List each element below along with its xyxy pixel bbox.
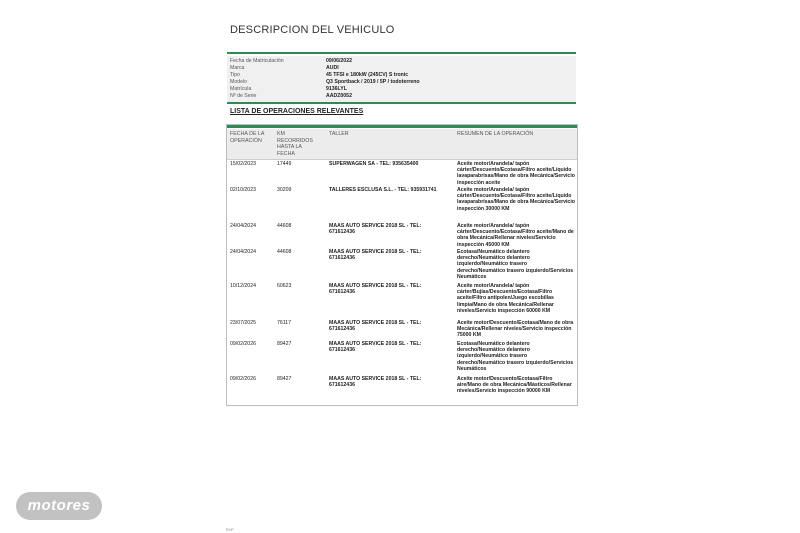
cell-fecha: 15/02/2023 [230, 161, 256, 167]
cell-fecha: 24/04/2024 [230, 223, 256, 229]
cell-km: 44608 [277, 223, 292, 229]
cell-taller: MAAS AUTO SERVICE 2018 SL - TEL: 671612436 [329, 249, 422, 262]
vehicle-label: Matrícula [230, 86, 252, 92]
header-km: KM RECORRIDOS HASTA LA FECHA [277, 131, 313, 157]
cell-km: 76117 [277, 320, 292, 326]
vehicle-row-model [230, 79, 420, 85]
vehicle-row-registration-date [230, 58, 352, 64]
cell-resumen: Aceite motor/Descuento/Ecotasa/Filtro aire/Mano de obra Mecánica/Másticos/Rellenar niveles/Servicio inspección 90000 KM [457, 376, 572, 395]
vehicle-label: Marca [230, 65, 245, 71]
header-fecha: FECHA DE LA OPERACIÓN [230, 131, 265, 144]
cell-taller: TALLERES ESCLUSA S.L. - TEL: 935931741 [329, 187, 437, 193]
vehicle-row-serial [230, 93, 352, 99]
header-resumen: RESUMEN DE LA OPERACIÓN [457, 131, 534, 137]
cell-resumen: Aceite motor/Arandela/ tapón cárter/Bujías/Descuento/Ecotasa/Filtro aceite/Filtro antipolen/Juego escobillas limpia/Mano de obra Mecánica/Rellenar niveles/Servicio inspección 60000 KM [457, 283, 554, 314]
cell-taller: MAAS AUTO SERVICE 2018 SL - TEL: 671612436 [329, 341, 422, 354]
cell-km: 89427 [277, 376, 292, 382]
table-header [227, 129, 577, 160]
table-accent-bar [227, 125, 577, 128]
cell-taller: SUPERWAGEN SA - TEL: 935635400 [329, 161, 419, 167]
vehicle-label: Nº de Serie [230, 93, 257, 99]
cell-km: 17449 [277, 161, 292, 167]
cell-fecha: 09/02/2026 [230, 341, 256, 347]
cell-taller: MAAS AUTO SERVICE 2018 SL - TEL: 671612436 [329, 376, 422, 389]
cell-km: 60623 [277, 283, 292, 289]
cell-resumen: Ecotasa/Neumático delantero derecho/Neumático delantero izquierdo/Neumático trasero derecho/Neumático trasero izquierdo/Servicios Neumáticos [457, 341, 574, 372]
cell-fecha: 23/07/2025 [230, 320, 256, 326]
cell-resumen: Aceite motor/Arandela/ tapón cárter/Descuento/Ecotasa/Filtro aceite/Mano de obra Mecánica/Rellenar niveles/Servicio inspección 45000 KM [457, 223, 574, 248]
cell-km: 30209 [277, 187, 292, 193]
cell-fecha: 02/10/2023 [230, 187, 256, 193]
vehicle-row-plate [230, 86, 347, 92]
cell-taller: MAAS AUTO SERVICE 2018 SL - TEL: 671612436 [329, 320, 422, 333]
cell-resumen: Aceite motor/Descuento/Ecotasa/Mano de obra Mecánica/Rellenar niveles/Servicio inspección 75000 KM [457, 320, 574, 339]
cell-km: 44608 [277, 249, 292, 255]
vehicle-row-brand [230, 65, 339, 71]
vehicle-value: 9136LYL [326, 86, 347, 92]
vehicle-value: 45 TFSI e 180kW (245CV) S tronic [326, 72, 409, 78]
cell-fecha: 10/12/2024 [230, 283, 256, 289]
vehicle-value: 09/06/2022 [326, 58, 352, 64]
page-footer: R1P [226, 527, 234, 532]
vehicle-label: Fecha de Matriculación [230, 58, 284, 64]
vehicle-info-panel [227, 56, 576, 104]
vehicle-label: Modelo [230, 79, 248, 85]
cell-fecha: 09/02/2026 [230, 376, 256, 382]
vehicle-label: Tipo [230, 72, 240, 78]
cell-taller: MAAS AUTO SERVICE 2018 SL - TEL: 671612436 [329, 283, 422, 296]
header-taller: TALLER [329, 131, 349, 137]
title-divider [227, 52, 576, 54]
cell-taller: MAAS AUTO SERVICE 2018 SL - TEL: 671612436 [329, 223, 422, 236]
vehicle-value: Q3 Sportback / 2019 / 5P / todoterreno [326, 79, 420, 85]
cell-km: 89427 [277, 341, 292, 347]
cell-fecha: 24/04/2024 [230, 249, 256, 255]
vehicle-value: AUDI [326, 65, 339, 71]
operations-table [226, 124, 578, 406]
vehicle-row-type [230, 72, 408, 78]
operations-title: LISTA DE OPERACIONES RELEVANTES [230, 108, 364, 115]
cell-resumen: Aceite motor/Arandela/ tapón cárter/Descuento/Ecotasa/Filtro aceite/Líquido lavaparabrisas/Mano de obra Mecánica/Servicio inspección aceite [457, 161, 575, 186]
vehicle-value: AADZ0052 [326, 93, 352, 99]
cell-resumen: Aceite motor/Arandela/ tapón cárter/Descuento/Ecotasa/Filtro aceite/Líquido lavaparabrisas/Mano de obra Mecánica/Servicio inspección 30000 KM [457, 187, 575, 212]
cell-resumen: Ecotasa/Neumático delantero derecho/Neumático delantero izquierdo/Neumático trasero derecho/Neumático trasero izquierdo/Servicios Neumáticos [457, 249, 574, 280]
motores-watermark-logo: motores [16, 492, 102, 520]
document-title: DESCRIPCION DEL VEHICULO [230, 24, 395, 36]
